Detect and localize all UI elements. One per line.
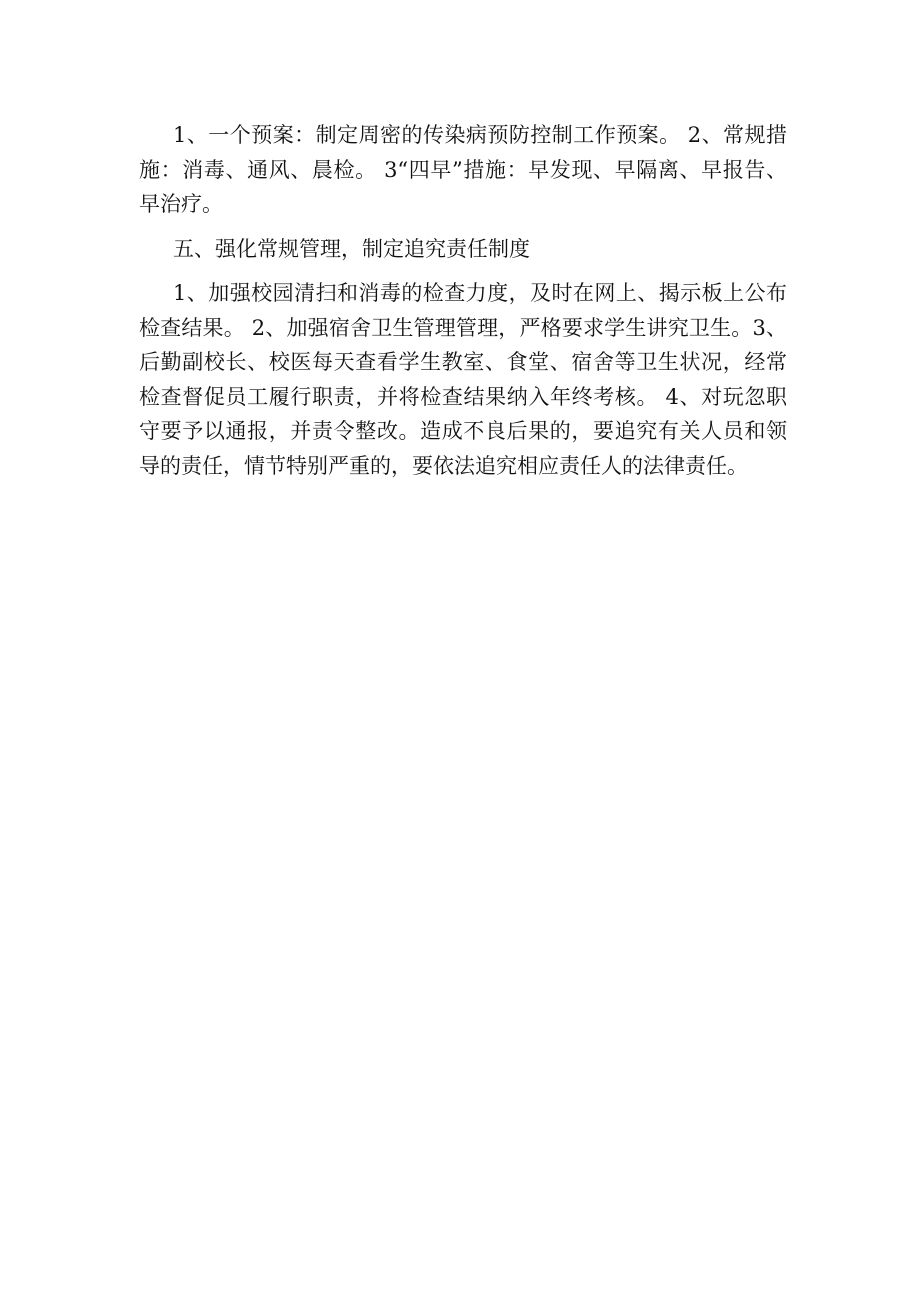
paragraph-prevention-measures: 1、一个预案：制定周密的传染病预防控制工作预案。 2、常规措施：消毒、通风、晨检。 3“四早”措施：早发现、早隔离、早报告、早治疗。 (139, 123, 787, 216)
paragraph-routine-management: 1、加强校园清扫和消毒的检查力度，及时在网上、揭示板上公布检查结果。 2、加强宿舍卫生管理管理，严格要求学生讲究卫生。3、后勤副校长、校医每天查看学生教室、食堂、宿舍等卫生状况，经常检查督促员工履行职责，并将检查结果纳入年终考核。 4、对玩忽职守要予以通报，并责令整改。造成不良后果的，要追究有关人员和领导的责任，情节特别严重的，要依法追究相应责任人的法律责任。 (139, 281, 787, 478)
document-body (139, 118, 787, 483)
section-heading: 五、强化常规管理，制定追究责任制度 (173, 236, 530, 261)
